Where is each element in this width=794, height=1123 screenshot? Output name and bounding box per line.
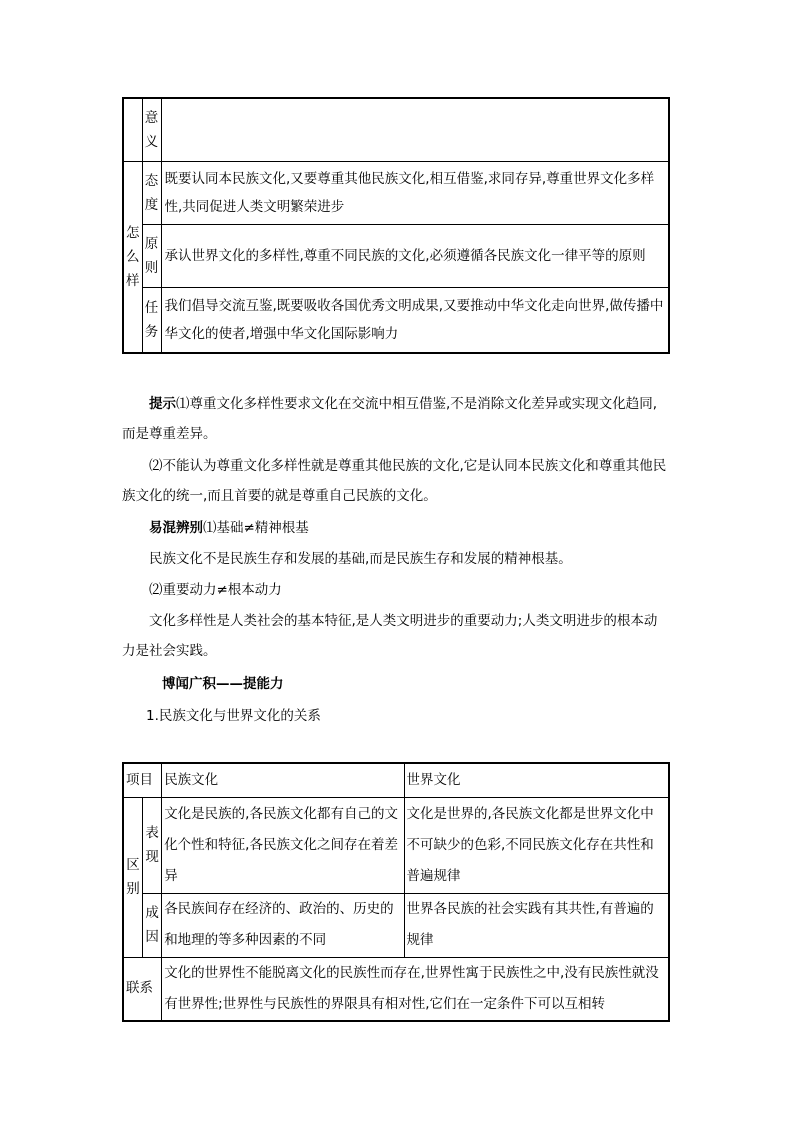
row-key-cause: 成因 xyxy=(143,893,162,957)
row-key-attitude: 态度 xyxy=(142,161,161,224)
blank-cell xyxy=(123,98,142,161)
tip-text-1: ⑴尊重文化多样性要求文化在交流中相互借鉴,不是消除文化差异或实现文化趋同,而是尊重差异。 xyxy=(122,396,658,442)
section-title: 博闻广积——提能力 xyxy=(162,676,284,692)
tip-para-2: ⑵不能认为尊重文化多样性就是尊重其他民族的文化,它是认同本民族文化和尊重其他民族文化的统一,而且首要的就是尊重自己民族的文化。 xyxy=(122,458,667,504)
table-how xyxy=(122,97,670,354)
row-key-performance: 表现 xyxy=(143,797,162,893)
tip-label: 提示 xyxy=(149,396,176,412)
confuse-label: 易混辨别 xyxy=(149,520,203,536)
row-value-link: 文化的世界性不能脱离文化的民族性而存在,世界性寓于民族性之中,没有民族性就没有世界性;世界性与民族性的界限具有相对性,它们在一定条件下可以互相转 xyxy=(162,957,669,1021)
group-label: 怎么样 xyxy=(123,161,142,353)
section-subtitle: 1.民族文化与世界文化的关系 xyxy=(146,708,321,724)
confuse-para-2: 文化多样性是人类社会的基本特征,是人类文明进步的重要动力;人类文明进步的根本动力是社会实践。 xyxy=(122,613,658,659)
diff-label: 区别 xyxy=(123,797,143,957)
row-key-task: 任务 xyxy=(142,287,161,353)
row-value-meaning xyxy=(161,98,669,161)
header-col1: 民族文化 xyxy=(162,763,404,797)
header-col2: 世界文化 xyxy=(404,763,669,797)
tip-para-1 xyxy=(122,389,670,449)
row-key-principle: 原则 xyxy=(142,224,161,287)
row-key-link: 联系 xyxy=(123,957,162,1021)
row-cause-col1: 各民族间存在经济的、政治的、历史的和地理的等多种因素的不同 xyxy=(162,893,404,957)
row-perf-col2: 文化是世界的,各民族文化都是世界文化中不可缺少的色彩,不同民族文化存在共性和普遍规律 xyxy=(404,797,669,893)
row-value-principle: 承认世界文化的多样性,尊重不同民族的文化,必须遵循各民族文化一律平等的原则 xyxy=(161,224,669,287)
row-cause-col2: 世界各民族的社会实践有其共性,有普遍的规律 xyxy=(404,893,669,957)
table-relation xyxy=(122,762,670,1022)
confuse-h1: ⑴基础≠精神根基 xyxy=(203,520,309,536)
row-key-meaning: 意义 xyxy=(142,98,161,161)
row-perf-col1: 文化是民族的,各民族文化都有自己的文化个性和特征,各民族文化之间存在着差异 xyxy=(162,797,404,893)
confuse-heading-2: ⑵重要动力≠根本动力 xyxy=(149,582,282,598)
confuse-para-1: 民族文化不是民族生存和发展的基础,而是民族生存和发展的精神根基。 xyxy=(149,551,572,567)
confuse-heading-1 xyxy=(122,513,670,543)
row-value-task: 我们倡导交流互鉴,既要吸收各国优秀文明成果,又要推动中华文化走向世界,做传播中华文化的使者,增强中华文化国际影响力 xyxy=(161,287,669,353)
row-value-attitude: 既要认同本民族文化,又要尊重其他民族文化,相互借鉴,求同存异,尊重世界文化多样性,共同促进人类文明繁荣进步 xyxy=(161,161,669,224)
header-item: 项目 xyxy=(123,763,162,797)
